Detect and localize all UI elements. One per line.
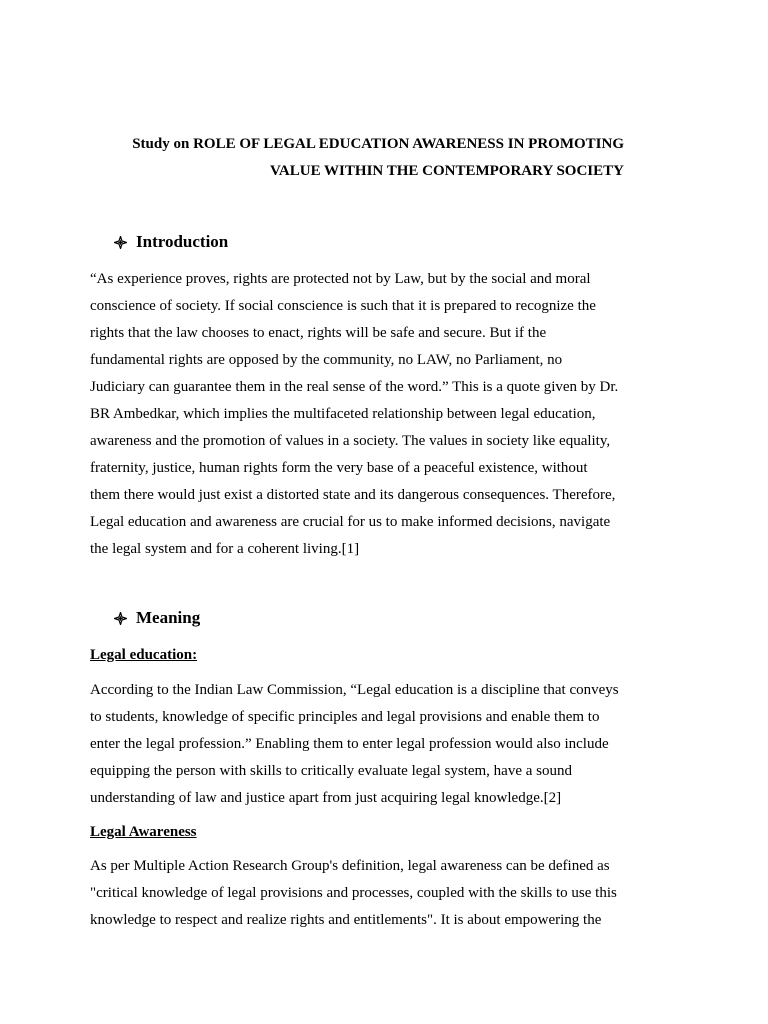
paragraph-line: conscience of society. If social conscience is such that it is prepared to recognize the bbox=[90, 298, 596, 314]
introduction-heading bbox=[114, 232, 228, 252]
meaning-heading bbox=[114, 608, 200, 628]
paragraph-line: fraternity, justice, human rights form the very base of a peaceful existence, without bbox=[90, 460, 588, 476]
paragraph-line: the legal system and for a coherent living.[1] bbox=[90, 541, 360, 557]
paragraph-line: knowledge to respect and realize rights and entitlements". It is about empowering the bbox=[90, 912, 602, 928]
paragraph-line: Judiciary can guarantee them in the real sense of the word.” This is a quote given by Dr. bbox=[90, 379, 619, 395]
legal-education-subheading: Legal education: bbox=[90, 647, 198, 663]
diamond-bullet-icon bbox=[114, 612, 127, 625]
paragraph-line: them there would just exist a distorted state and its dangerous consequences. Therefore, bbox=[90, 487, 616, 503]
paragraph-line: According to the Indian Law Commission, “Legal education is a discipline that conveys bbox=[90, 682, 619, 698]
introduction-heading-text: Introduction bbox=[136, 232, 229, 251]
document-title-line-1: Study on ROLE OF LEGAL EDUCATION AWARENESS IN PROMOTING bbox=[132, 136, 624, 152]
legal-awareness-subheading: Legal Awareness bbox=[90, 824, 197, 840]
paragraph-line: awareness and the promotion of values in a society. The values in society like equality, bbox=[90, 433, 611, 449]
paragraph-line: understanding of law and justice apart from just acquiring legal knowledge.[2] bbox=[90, 790, 562, 806]
paragraph-line: to students, knowledge of specific principles and legal provisions and enable them to bbox=[90, 709, 600, 725]
legal-education-paragraph bbox=[90, 677, 630, 812]
paragraph-line: Legal education and awareness are crucial for us to make informed decisions, navigate bbox=[90, 514, 611, 530]
diamond-bullet-icon bbox=[114, 236, 127, 249]
paragraph-line: rights that the law chooses to enact, rights will be safe and secure. But if the bbox=[90, 325, 547, 341]
paragraph-line: BR Ambedkar, which implies the multifaceted relationship between legal education, bbox=[90, 406, 596, 422]
paragraph-line: equipping the person with skills to critically evaluate legal system, have a sound bbox=[90, 763, 572, 779]
paragraph-line: "critical knowledge of legal provisions and processes, coupled with the skills to use this bbox=[90, 885, 617, 901]
document-title-line-2: VALUE WITHIN THE CONTEMPORARY SOCIETY bbox=[270, 163, 624, 179]
paragraph-line: enter the legal profession.” Enabling them to enter legal profession would also include bbox=[90, 736, 609, 752]
introduction-paragraph bbox=[90, 266, 630, 563]
paragraph-line: fundamental rights are opposed by the community, no LAW, no Parliament, no bbox=[90, 352, 563, 368]
paragraph-line: “As experience proves, rights are protected not by Law, but by the social and moral bbox=[90, 271, 591, 287]
paragraph-line: As per Multiple Action Research Group's definition, legal awareness can be defined as bbox=[90, 858, 610, 874]
meaning-heading-text: Meaning bbox=[136, 608, 201, 627]
legal-awareness-paragraph bbox=[90, 853, 630, 934]
